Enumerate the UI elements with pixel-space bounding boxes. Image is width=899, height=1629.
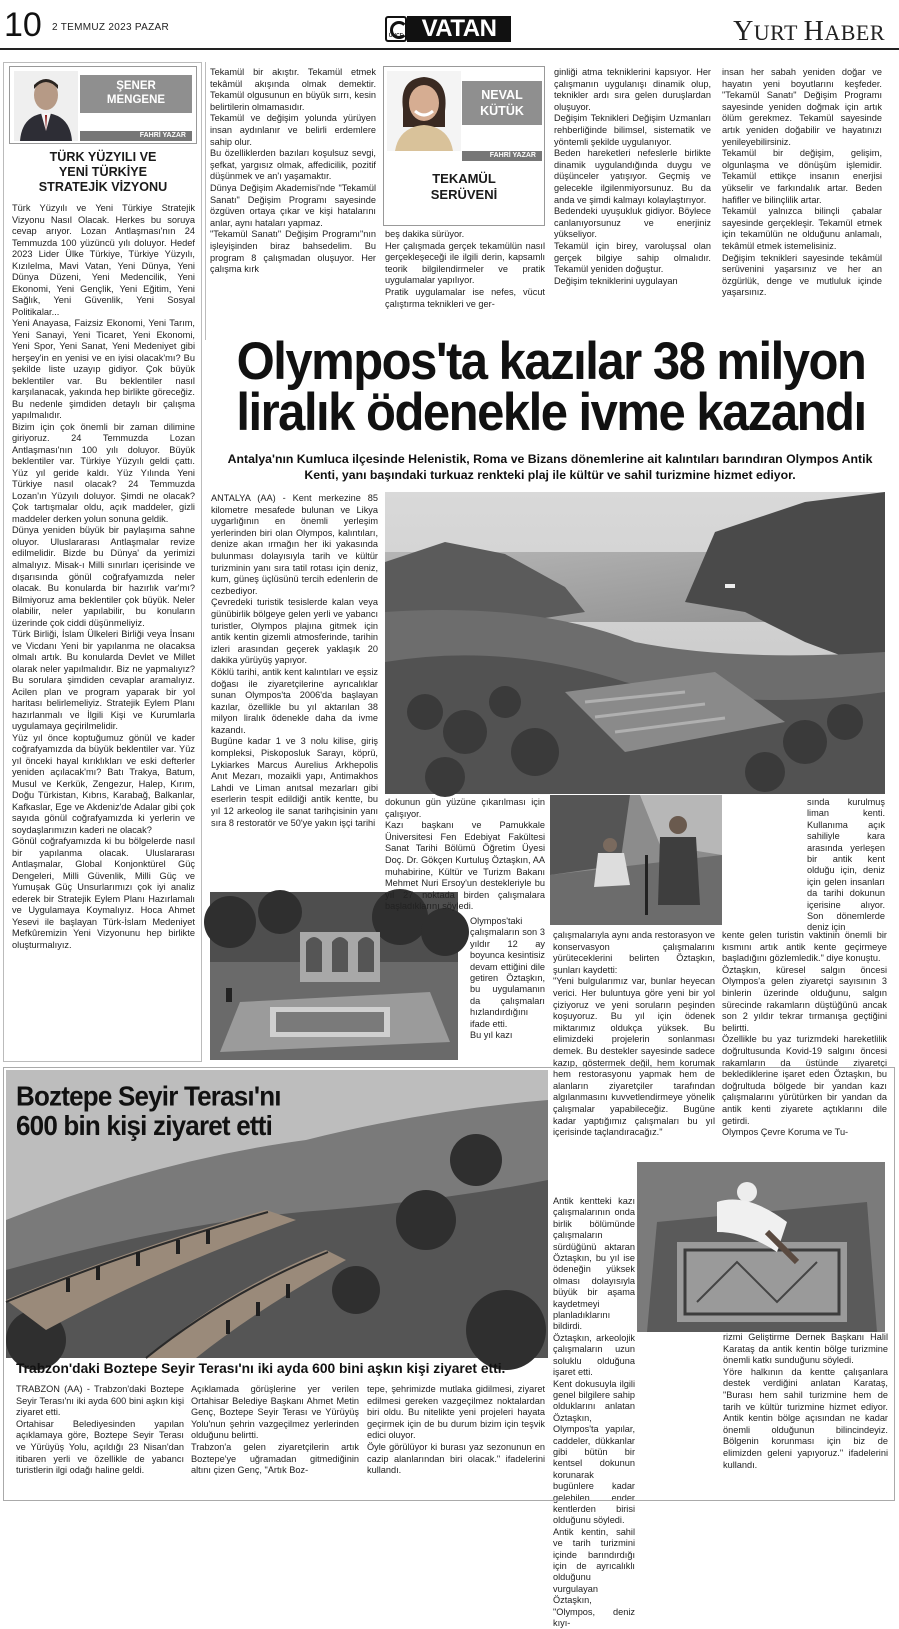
issue-date: 2 TEMMUZ 2023 PAZAR — [52, 22, 170, 33]
main-col4c: rizmi Geliştirme Dernek Başkanı Halil Karataş da antik kentin bölge turizmine önemli katkı sunduğunu söyledi. Yöre halkının da kentte çalışanlara destek verdiğini anlatan Karataş, "Burası hem sahil turizmine hem de tarih ve kültür turizmine hizmet ediyor. Antik kentin bölge açısından ne kadar önemli olduğunun bilincindeyiz. Bölgenin korunması için biz de elimizden geleni yapıyoruz." ifadelerini kullandı. — [723, 1332, 888, 1470]
columnist-card — [9, 66, 197, 144]
header-rule — [0, 48, 899, 50]
columnist2-role: FAHRİ YAZAR — [462, 151, 542, 161]
boztepe-headline: Boztepe Seyir Terası'nı 600 bin kişi ziyaret etti — [16, 1079, 281, 1142]
column2-text-d: insan her sabah yeniden doğar ve hayatın yeni boyutlarını keşfeder. "Tekamül Sanatı" Değişim Programı sayesinde yeniden doğmak için artık ölüm gerekmez. Tekamül sayesinde artık yeniden doğabilir ve hayatınızı yenileyebilirsiniz. Tekamül bir değişim, gelişim, olgunlaşma ve dönüşüm işlemidir. Tekamül ettikçe insanın enerjisi yükselir ve farkındalık artar. Beden hafifler ve bilinçlilik artar. Tekamül yalnızca bilinçli çabalar sayesinde gerçekleşir. Tekamül etmek için tekamülün ne olduğunu anlamalı, tekâmül etmek istemelisiniz. Değişim teknikleri sayesinde tekâmül serüvenini yaşarsınız ve her an özgürlük, denge ve mutluluk içinde yaşarsınız. — [722, 67, 882, 298]
columnist-photo — [14, 71, 78, 141]
column2-title: TEKAMÜL SERÜVENİ — [430, 171, 498, 202]
main-col2a: dokunun gün yüzüne çıkarılması için çalışıyor. Kazı başkanı ve Pamukkale Üniversitesi Fen Edebiyat Fakültesi Sanat Tarihi Bölümü Öğretim Üyesi Doç. Dr. Gökçen Kurtuluş Öztaşkın, AA muhabirine, Kültür ve Turizm Bakanı Mehmet Nuri Ersoy'un destekleriyle bu yıl 27 noktada birden çalışmalara başladıklarını söyledi. — [385, 797, 545, 912]
main-deck: Antalya'nın Kumluca ilçesinde Helenistik, Roma ve Bizans dönemlerine ait kalıntıları barındıran Olympos Antik Kenti, yanı başındaki turkuaz renkteki plaj ile kültür ve sahil turizmine hizmet ediyor. — [227, 452, 873, 482]
columnist2-photo — [387, 71, 461, 151]
main-col2b: Olympos'taki çalışmaların son 3 yıldır 12 ay boyunca kesintisiz devam ettiğini dile getiren Öztaşkın, bu uygulamanın da çalışmaları hızlandırdığını ifade etti. Bu yıl kazı — [470, 916, 545, 1041]
excavation-photo — [550, 795, 722, 925]
main-col1: ANTALYA (AA) - Kent merkezine 85 kilometre mesafede bulunan ve Likya uygarlığının en önemli yerleşim yerlerinden biri olan Olympos, kalıntıları, denize akan ırmağın her iki yakasında bulunması dolayısıyla tarih ve kültür turizminin yanı sıra tatil rotası için deniz, kum, güneş üçlüsünü tercih edenlerin de cezbediyor. Çevredeki turistik tesislerde kalan veya günübirlik bölgeye gelen yerli ve yabancı turistler, Olympos plajına gitmek için antik kentin gizemli atmosferinde, tarihin izleri arasından geçerek yaklaşık 20 dakika yürüyüş yapıyor. Köklü tarihi, antik kent kalıntıları ve eşsiz doğası ile ziyaretçilerine ayrıcalıklar sunan Olympos'ta 2006'da başlayan kazılar, özellikle bu yıl aktarılan 38 milyon liralık ödenekle daha da ivme kazandı. Bugüne kadar 1 ve 3 nolu kilise, giriş kompleksi, Piskoposluk Sarayı, köprü, Lykiarkes Marcus Aurelius Arkhepolis Anıt Mezarı, mozaikli yapı, Antimakhos Lahdi ve Liman anıtsal mezarları gibi eserlerin tespit edildiği antik kentte, bu yıl 12 arkeolog ile sanat tarihçisinin yanı sıra 8 restoratör ve 50'ye yakın işçi tarihi — [211, 493, 378, 828]
boztepe-col1: TRABZON (AA) - Trabzon'daki Boztepe Seyir Terası'nı iki ayda 600 bini aşkın kişi ziyaret etti. Ortahisar Belediyesinden yapılan açıklamaya göre, Boztepe Seyir Terası ve Yürüyüş Yolu, açıldığı 23 Nisan'dan itibaren yerli ve özellikle de yabancı turistlerin ilgi odağı haline geldi. — [16, 1384, 184, 1476]
section-name: YURT HABER — [733, 16, 885, 47]
olympos-ruins-photo — [210, 892, 458, 1060]
vatan-logo[interactable] — [385, 16, 512, 42]
columnist2-name: NEVAL KÜTÜK — [462, 81, 542, 125]
main-headline: Olympos'ta kazılar 38 milyon liralık ödenekle ivme kazandı — [236, 332, 866, 442]
boztepe-deck: Trabzon'daki Boztepe Seyir Terası'nı iki ayda 600 bini aşkın kişi ziyaret etti. — [16, 1361, 506, 1376]
columnist-name: ŞENER MENGENE — [80, 75, 192, 113]
column2-text-c: ginliği atma tekniklerini kapsıyor. Her çalışmanın uygulanışı dinamik olup, teknikler ardı sıra gelen duruşlardan oluşuyor. Değişim Teknikleri Değişim Uzmanları rehberliğinde bilimsel, sistematik ve yöntemli şekilde uygulanıyor. Beden hareketleri nefeslerle birlikte dinamik uygulandığında duygu ve düşünceler yatışıyor. Geçmiş ve gelecekle ilgilenmiyorsunuz. Bu da anda ve şimdi kalmayı kolaylaştırıyor. Bedendeki uyuşukluk gidiyor. Böylece canlanıyorsunuz ve enerjiniz yükseliyor. Tekamül için birey, varoluşsal olan gerçek bilgiye sahip olmalıdır. Tekamül yeniden doğuştur. Değişim tekniklerini uygulayan — [554, 67, 711, 286]
main-col4a: sında kurulmuş liman kenti. Kullanıma açık sahiliyle kara arasında yerleşen bir antik kent olduğu için, deniz için gelen insanları da tarihi dokunun içerisine alıyor. Son dönemlerde deniz için — [807, 797, 885, 933]
main-col3b-narrow: Antik kentteki kazı çalışmalarının onda birlik bölümünde çalışmaların sürdüğünü aktaran Öztaşkın, bu yıl ise ödeneğin yüksek olması dolayısıyla büyük bir aşama kaydetmeyi planladıklarını bildirdi. Öztaşkın, arkeolojik çalışmaların uzun soluklu olduğuna işaret etti. Kent dokusuyla ilgili genel bilgilere sahip olduklarını anlatan Öztaşkın, Olympos'ta yapılar, caddeler, dükkanlar gibi bütün bir kentsel dokunun korunarak bugünlere kadar gelebilen ender kentlerden birisi olduğunu söyledi. Antik kentin, sahil ve tarih turizmini içinde barındırdığı için de ayrıcalıklı olduğunu vurgulayan Öztaşkın, "Olympos, deniz kıyı- — [553, 1196, 635, 1629]
main-col3: çalışmalarıyla aynı anda restorasyon ve konservasyon çalışmalarını yürüteceklerini belirten Öztaşkın, şunları kaydetti: "Yeni bulgularımız var, bunlar heyecan verici. Her buluntuya göre yeni bir yol çiziyoruz ve yeni soruların peşinden koşuyoruz. Bu yıl için ödenek miktarımız oldukça yüksek. Bu elimizdeki projelerin sonlanması demek. Bu destekler sayesinde sadece kazıp, göstermek değil, hem korumak hem restorasyonu yapmak hem de alanların ziyaretçiler tarafından algılanmasını kuvvetlendirmeye yönelik çalışmalar yapabileceğiz. Bugüne kadar yaptığımız çalışmaları bu yıl içerisinde taçlandıracağız." — [553, 930, 715, 1138]
page-number: 10 — [4, 6, 42, 44]
boztepe-col3: tepe, şehrimizde mutlaka gidilmesi, ziyaret edilmesi gereken vazgeçilmez noktalardan biri oldu. Bu nitelikte yeni projeleri hayata geçirmek için de bu durum bizim için teşvik edici oluyor. Öyle görülüyor ki burası yaz sezonunun en cazip alanlarından biri olacak." ifadelerini kullandı. — [367, 1384, 545, 1476]
logo-emblem-icon: ÜNCE — [385, 16, 407, 42]
column-title: TÜRK YÜZYILI VE YENİ TÜRKİYE STRATEJİK VİZYONU — [38, 150, 168, 194]
divider — [205, 62, 206, 340]
column-body: Türk Yüzyılı ve Yeni Türkiye Stratejik Vizyonu Nasıl Olacak. Herkes bu soruya cevap arıyor. Lozan Antlaşması'nın 24 Temmuzda 100 yüzüncü yılı doluyor. Hedef 2023 Lider Ülke Türkiye, Türkiye Yüzyılı, Kızılelma, Mavi Vatan, Yeni Dünya, Yeni Dünya Düzeni, Yeni Medencilik, Yeni Ekonomi, Yeni Gençlik, Yeni Eğitim, Yeni Sağlık, Yeni Güvenlik, Yeni Sosyal Politikalar... Yeni Anayasa, Faizsiz Ekonomi, Yeni Tarım, Yeni Sanayi, Yeni Ticaret, Yeni Ekonomi, Yeni Spor, Yeni Sanat, Yeni Medeniyet gibi herşey'in en yenisi ve en iyisi olacak'mı? Bu şekilde liste uzayıp gidiyor. Çok büyük beklentiler var. Bu beklentiler nasıl karşılanacak, yakında hep birlikte göreceğiz. Bu nedenle şimdiden detaylı bir çalışma yapılmalıdır. Bizim için çok önemli bir zaman dilimine giriyoruz. 24 Temmuzda Lozan Antlaşması'nın 100 yılı doluyor. Büyük beklentiler var. Türkiye Yüzyılı geldi çattı. Yüz yıl geride kaldı. Yüz Yılında Yeni Türkiye nasıl olacak? 24 Temmuzda Lozan'ın Yüzyılı doluyor. Şimdi ne olacak? Çok tartışmalar oldu, açık maddeler, gizli maddeler derken yolun sonuna geldik. Dünya yeniden büyük bir paylaşıma sahne oluyor. Uluslararası Antlaşmalar revize edilmelidir. Bizde bu Dünya' da yerimizi almalıyız. Misak-ı Milli sınırları içerisinde ve dışarısında gönül coğrafyamızda neler olacak. Bu konularda bir hazırlık var'mı? Bilmiyoruz ama beklentiler çok büyük. Neler olabilir, neler yapılabilir, bu konuların üzerinde çok ciddi düşünmeliyiz. Türk Birliği, İslam Ülkeleri Birliği veya İnsanı ve Vicdanı Yeni bir yapılanma ne olacaksa olmalı artık. Bu konularda Devlet ve Millet olarak neler yapılmalıdır. Biz ne yapmalıyız? Bu sorulara şimdiden cevaplar aramalıyız. Acilen plan ve program yaparak bir yol haritası belirlemeliyiz. Stratejik Eylem Planı hazırlanmalı ve İlgili Kişi ve Kurumlarla uygulamaya geçirilmelidir. Yüz yıl önce koptuğumuz gönül ve kader coğrafyamızda da büyük beklentiler var. Yüz yıl önceki hayal kırıklıkları ve eski defterler yeniden açılacak'mı? Batı Trakya, Batum, Musul ve Kerkük, Zengezur, Halep, Kırım, Doğu Türkistan, Kıbrıs, Karabağ, Balkanlar, Kafkaslar, Ege ve Akdeniz'de Adalar gibi çok sayıda gönül coğrafyamızda ki yerlerin ve soydaşlarımızın kaderi ne olacak? Gönül coğrafyamızda ki bu bölgelerde nasıl bir yapılanma olacak. Uluslararası Antlaşmalar, Global Konjonktürel Güç Dengeleri, Milli Güvenlik, Milli Güç ve Yumuşak Güç Unsurlarımızı çok iyi analiz ederek bir Stratejik Eylem Planı Hazırlamalı ve Uygulamaya Koymalıyız. Hoca Ahmet Yesevi ile başlayan Türk-İslam Medeniyet Mefkûremizin Yeni Vizyonunu hep birlikte oluşturmalıyız. — [12, 203, 195, 950]
column2-text-a: Tekamül bir akıştır. Tekamül etmek tekâmül akışında olmak demektir. Tekamül olgusunun en büyük sırrı, kesin belirtilerin olmamasıdır. Tekamül ve değişim yolunda yürüyen insan aydınlanır ve belirli erdemlere sahip olur. Bu özelliklerden bazıları koşulsuz sevgi, şefkat, yargısız olmak, affedicilik, pozitif düşünmek ve an'ı yaşamaktır. Dünya Değişim Akademisi'nde "Tekamül Sanatı" Değişim Programı sayesinde özgüven ortaya çıkar ve kişi hatalarını anlar, aynı hataları yapmaz. "Tekamül Sanatı" Değişim Programı"nın işleyişinden biraz bahsedelim. Bu program 8 çalışmadan oluşuyor. Her çalışma kırk — [210, 67, 376, 275]
column2-text-b: beş dakika sürüyor. Her çalışmada gerçek tekamülün nasıl gerçekleşeceği ile ilgili derin, kapsamlı teorik bilgilendirmeler ve pratik uygulamalar yapılıyor. Pratik uygulamalar ise nefes, vücut çalıştırma teknikleri ve ger- — [385, 229, 545, 309]
columnist2-card — [383, 66, 545, 226]
main-col4b: kente gelen turistin vaktinin önemli bir kısmını artık antik kente geçirmeye başladığını gözlemledik." diye konuştu. Öztaşkın, küresel salgın öncesi Olympos'a gelen ziyaretçi sayısının 3 binlerin üzerinde olduğunu, salgın sürecinde rakamların düştüğünü ancak son 2 yıldır tekrar tırmanışa geçtiğini belirtti. Özellikle bu yaz turizmdeki hareketlilik doğrultusunda Kovid-19 salgını öncesi rakamların da üstünde ziyaretçi beklediklerine işaret eden Öztaşkın, bu doğrultuda bölgede bir yandan kazı çalışmalarını yürütürken bir yandan da antik kenti ziyarete açtıklarını dile getirdi. Olympos Çevre Koruma ve Tu- — [722, 930, 887, 1138]
boztepe-col2: Açıklamada görüşlerine yer verilen Ortahisar Belediye Başkanı Ahmet Metin Genç, Boztepe Seyir Terası ve Yürüyüş Yolu'nun şehrin vazgeçilmez yerlerinden olduğunu belirtti. Trabzon'a gelen ziyaretçilerin artık Boztepe'ye uğramadan gitmediğinin altını çizen Genç, "Artık Boz- — [191, 1384, 359, 1476]
logo-wordmark: VATAN — [407, 16, 511, 42]
olympos-aerial-photo — [385, 492, 885, 794]
columnist-role: FAHRİ YAZAR — [80, 131, 192, 141]
